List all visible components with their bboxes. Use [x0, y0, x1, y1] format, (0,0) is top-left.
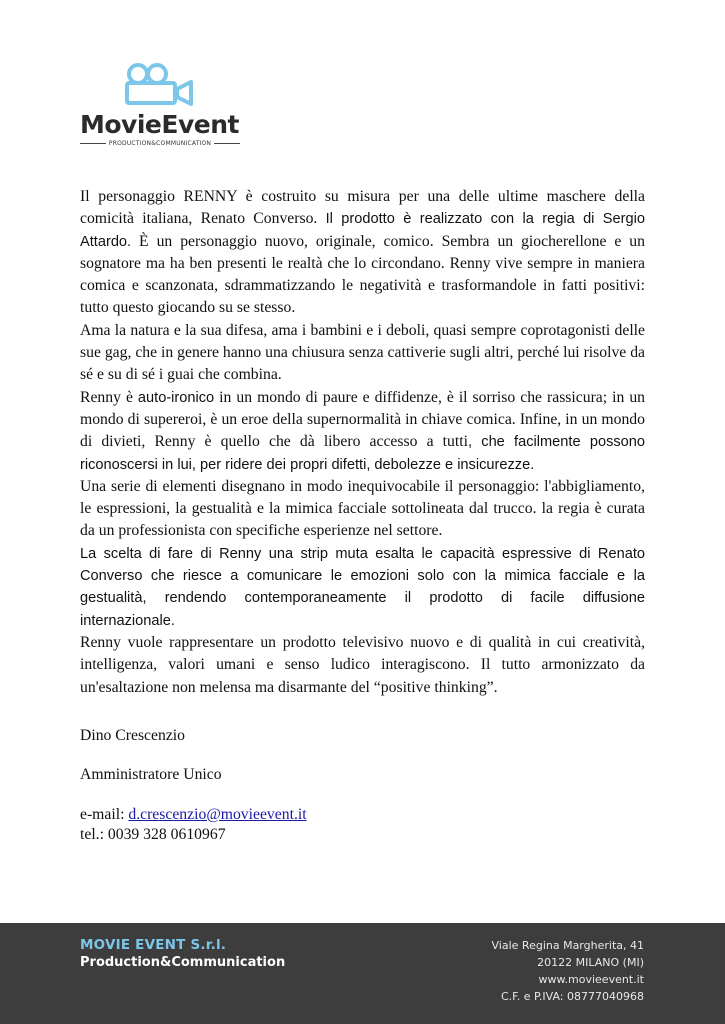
- movie-camera-icon: [124, 62, 196, 106]
- paragraph-2: Ama la natura e la sua difesa, ama i bambini e i deboli, quasi sempre coprotagonisti delle sue gag, che in genere hanno una chiusura senza cattiverie sugli altri, perché lui risolve da sé e su di sé i guai che combina.: [80, 321, 645, 384]
- footer-subtitle: Production&Communication: [80, 955, 286, 970]
- footer-address-line1: Viale Regina Margherita, 41: [491, 939, 644, 952]
- letter-body: [80, 186, 645, 699]
- paragraph-3: Renny è auto-ironico in un mondo di paure e diffidenze, è il sorriso che rassicura; in un mondo di supereroi, è un eroe della supernormalità in chiave comica. Infine, in un mondo di divieti, Renny è quello che dà libero accesso a tutti, che facilmente possono riconoscersi in lui, per ridere dei propri difetti, debolezze e insicurezze.: [80, 388, 646, 473]
- footer-company: MOVIE EVENT S.r.l.: [80, 937, 227, 953]
- email-link[interactable]: d.crescenzio@movieevent.it: [128, 806, 307, 823]
- paragraph-6: Renny vuole rappresentare un prodotto televisivo nuovo e di qualità in cui creatività, intelligenza, valori umani e senso ludico interagiscono. Il tutto armonizzato da un'esaltazione non melensa ma disarmante del “positive thinking”.: [80, 633, 645, 696]
- signature-role: Amministratore Unico: [80, 766, 222, 783]
- paragraph-5: La scelta di fare di Renny una strip muta esalta le capacità espressive di Renato Converso che riesce a comunicare le emozioni solo con la mimica facciale e la gestualità, rendendo contemporaneamente il prodotto di facile diffusione internazionale.: [80, 545, 645, 629]
- footer-website[interactable]: www.movieevent.it: [538, 973, 644, 986]
- footer-address-line2: 20122 MILANO (MI): [537, 956, 644, 969]
- paragraph-4: Una serie di elementi disegnano in modo inequivocabile il personaggio: l'abbigliamento, le espressioni, la gestualità e la mimica facciale sottolineata dal trucco. la regia è curata da un professionista con specifiche esperienze nel settore.: [80, 477, 645, 540]
- footer-contact-block: [492, 937, 644, 1005]
- footer-vat: C.F. e P.IVA: 08777040968: [501, 990, 644, 1003]
- paragraph-1: Il personaggio RENNY è costruito su misura per una delle ultime maschere della comicità italiana, Renato Converso. Il prodotto è realizzato con la regia di Sergio Attardo. È un personaggio nuovo, originale, comico. Sembra un giocherellone e un sognatore ma ha ben presenti le realtà che lo circondano. Renny vive sempre in maniera comica e scanzonata, sdrammatizzando le negatività e trasformandole in fatti positivi: tutto questo giocando su se stesso.: [80, 188, 645, 317]
- brand-name: MovieEvent: [80, 110, 239, 139]
- footer: [0, 923, 725, 1024]
- signature-name: Dino Crescenzio: [80, 727, 185, 744]
- contact-phone: tel.: 0039 328 0610967: [80, 826, 226, 843]
- company-logo: [80, 60, 260, 152]
- brand-tagline: PRODUCTION&COMMUNICATION: [80, 140, 240, 147]
- contact-email: e-mail: d.crescenzio@movieevent.it: [80, 806, 307, 823]
